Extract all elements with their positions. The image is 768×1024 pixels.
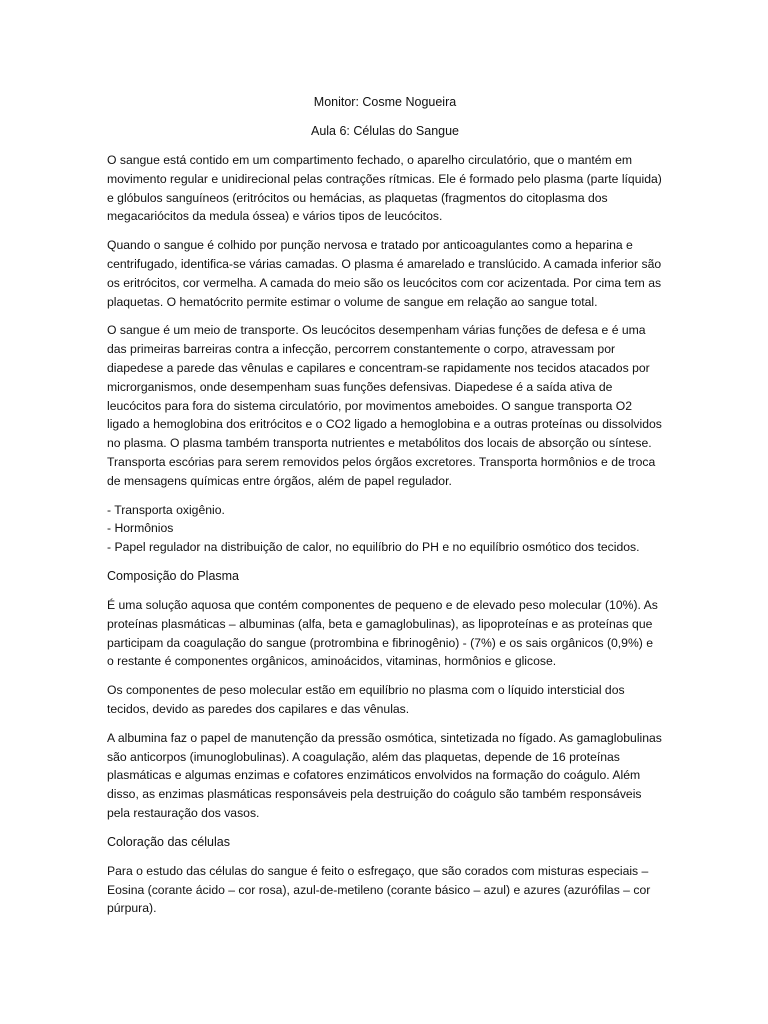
intro-paragraph-2: Quando o sangue é colhido por punção nervosa e tratado por anticoagulantes como a heparina e centrifugado, identifica-se várias camadas. O plasma é amarelado e translúcido. A camada inferior são os eritrócitos, cor vermelha. A camada do meio são os leucócitos com cor acizentada. Por cima tem as plaquetas. O hematócrito permite estimar o volume de sangue em relação ao sangue total. [107,238,662,309]
plasma-section-title: Composição do Plasma [107,568,240,583]
list-item: - Papel regulador na distribuição de calor, no equilíbrio do PH e no equilíbrio osmótico dos tecidos. [107,540,640,555]
plasma-paragraph-2: Os componentes de peso molecular estão em equilíbrio no plasma com o líquido intersticial dos tecidos, devido as paredes dos capilares e das vênulas. [107,683,625,716]
intro-paragraph-3-text-a: O sangue é um meio de transporte. Os leucócitos desempenham várias funções de defesa e é uma das primeiras barreiras contra a infecção, percorrem constantemente o corpo, atravessam por diapedese a parede das vênulas e capilares e concentram-se rapidamente nos tecidos atacados por microrganismos, onde desempenham suas funções defensivas. [107,323,650,394]
functions-list [107,501,663,557]
list-item: - Transporta oxigênio. [107,502,225,517]
intro-paragraph-1: O sangue está contido em um compartimento fechado, o aparelho circulatório, que o mantém em movimento regular e unidirecional pelas contrações rítmicas. Ele é formado pelo plasma (parte líquida) e glóbulos sanguíneos (eritrócitos ou hemácias, as plaquetas (fragmentos do citoplasma dos megacariócitos da medula óssea) e vários tipos de leucócitos. [107,153,662,224]
monitor-heading: Monitor: Cosme Nogueira [313,95,457,109]
intro-paragraph-3-text-c: O sangue transporta O2 ligado a hemoglobina dos eritrócitos e o CO2 ligado a hemoglobina e a outras proteínas ou dissolvidos no plasma. O plasma também transporta nutrientes e metabólitos dos locais de absorção ou síntese. Transporta escórias para serem removidos pelos órgãos excretores. Transporta hormônios e de troca de mensagens químicas entre órgãos, além de papel regulador. [107,398,662,488]
diapedese-definition: Diapedese é a saída ativa de leucócitos para fora do sistema circulatório, por movimentos ameboides. [107,379,613,413]
list-item: - Hormônios [107,521,174,536]
intro-paragraph-3 [107,321,663,490]
plasma-paragraph-1: É uma solução aquosa que contém componentes de pequeno e de elevado peso molecular (10%). As proteínas plasmáticas – albuminas (alfa, beta e gamaglobulinas), as lipoproteínas e as proteínas que participam da coagulação do sangue (protrombina e fibrinogênio) - (7%) e os sais orgânicos (0,9%) e o restante é componentes orgânicos, aminoácidos, vitaminas, hormônios e glicose. [107,597,658,669]
staining-paragraph-1: Para o estudo das células do sangue é feito o esfregaço, que são corados com misturas especiais – Eosina (corante ácido – cor rosa), azul-de-metileno (corante básico – azul) e azures (azurófilas – cor púrpura). [107,863,651,916]
plasma-paragraph-3: A albumina faz o papel de manutenção da pressão osmótica, sintetizada no fígado. As gamaglobulinas são anticorpos (imunoglobulinas). A coagulação, além das plaquetas, depende de 16 proteínas plasmáticas e algumas enzimas e cofatores enzimáticos envolvidos na formação do coágulo. Além disso, as enzimas plasmáticas responsáveis pela destruição do coágulo são também responsáveis pela restauração dos vasos. [107,730,662,820]
lesson-title: Aula 6: Células do Sangue [310,124,460,138]
staining-section-title: Coloração das células [107,834,230,849]
document-page [107,92,663,928]
